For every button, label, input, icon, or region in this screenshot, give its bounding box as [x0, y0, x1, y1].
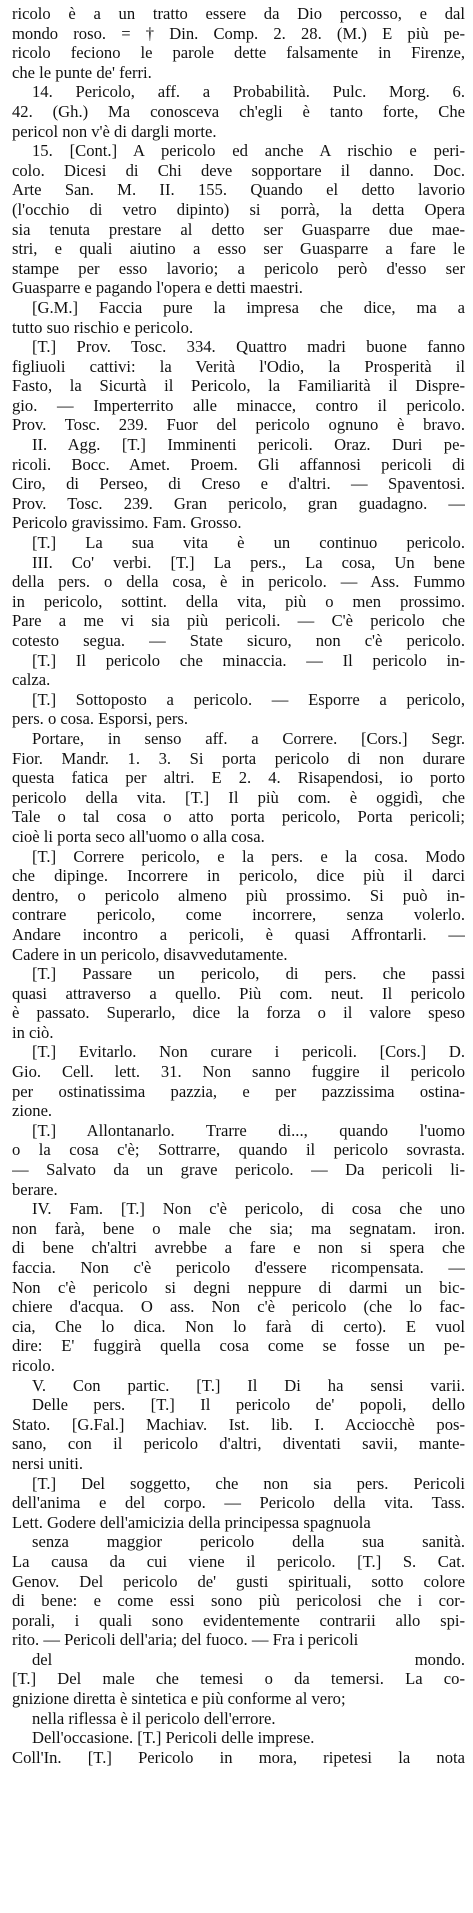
text-line: III. Co' verbi. [T.] La pers., La cosa, Un bene: [32, 552, 465, 572]
text-line: questa fatica per altri. E 2. 4. Risapendosi, io porto: [12, 768, 465, 788]
text-line: Stato. [G.Fal.] Machiav. Ist. lib. I. Acciocchè pos-: [12, 1414, 465, 1434]
text-line: II. Agg. [T.] Imminenti pericoli. Oraz. Duri pe-: [32, 435, 465, 455]
text-line: che le punte de' ferri.: [12, 62, 152, 82]
text-line: Gio. Cell. lett. 31. Non sanno fuggire il pericolo: [12, 1062, 465, 1082]
text-line: — Salvato da un grave pericolo. — Da pericoli li-: [12, 1160, 465, 1180]
text-line: dell'anima e del corpo. — Pericolo della vita. Tass.: [12, 1493, 465, 1513]
text-line: stri, e quali aiutino a esso ser Guasparre a fare le: [12, 239, 465, 259]
text-line: [T.] Del male che temesi o da temersi. La co-: [12, 1669, 465, 1689]
text-line: per ostinatissima pazzia, e per pazzissima ostina-: [12, 1081, 465, 1101]
text-line: di bene ch'altri avrebbe a fare e non si spera che: [12, 1238, 465, 1258]
text-line: Ciro, di Perseo, di Creso e d'altri. — Spaventosi.: [12, 474, 465, 494]
text-line: Andare incontro a pericoli, è quasi Affrontarli. —: [12, 924, 465, 944]
text-line: Arte San. M. II. 155. Quando el detto lavorio: [12, 180, 465, 200]
text-line: nella riflessa è il pericolo dell'errore.: [32, 1708, 276, 1728]
text-line: rito. — Pericoli dell'aria; del fuoco. — Fra i pericoli: [12, 1630, 359, 1650]
text-line: faccia. Non c'è pericolo d'essere ricompensata. —: [12, 1258, 465, 1277]
text-line: Dell'occasione. [T.] Pericoli delle imprese.: [32, 1728, 315, 1748]
text-line: [T.] Del soggetto, che non sia pers. Pericoli: [32, 1473, 465, 1493]
text-line: gio. — Imperterrito alle minacce, contro il pericolo.: [12, 395, 465, 415]
text-line: figliuoli cattivi: la Verità l'Odio, la Prosperità il: [12, 356, 465, 376]
text-line: mondo roso. = † Din. Comp. 2. 28. (M.) E più pe-: [12, 23, 465, 43]
text-line: della pers. o della cosa, è in pericolo. — Ass. Fummo: [12, 572, 465, 592]
text-line: cioè li porta seco all'uomo o alla cosa.: [12, 826, 265, 846]
text-line: Genov. Del pericolo de' gusti spirituali, sotto colore: [12, 1571, 465, 1591]
text-line: porali, i quali sono evidentemente contrarii allo spi-: [12, 1610, 465, 1630]
text-line: ricolo è a un tratto essere da Dio percosso, e dal: [12, 4, 465, 23]
text-line: zione.: [12, 1101, 53, 1121]
text-line: dire: E' fuggirà quella cosa come se fosse un pe-: [12, 1336, 465, 1356]
text-line: Prov. Tosc. 239. Gran pericolo, gran guadagno. —: [12, 493, 465, 513]
text-line: del mondo.: [32, 1649, 465, 1669]
text-line: Delle pers. [T.] Il pericolo de' popoli, dello: [32, 1395, 465, 1415]
text-line: sia tenuta prestare al detto ser Guasparre due mae-: [12, 219, 465, 239]
text-line: Pare a me vi sia più pericoli. — C'è pericolo che: [12, 611, 465, 631]
text-line: in ciò.: [12, 1022, 54, 1042]
text-line: cia, Che lo dica. Non lo farà di certo). E vuol: [12, 1316, 465, 1336]
text-line: [T.] Passare un pericolo, di pers. che passi: [32, 964, 465, 984]
text-line: è passato. Superarlo, dice la forza o il valore speso: [12, 1003, 465, 1023]
text-line: o la cosa c'è; Sottrarre, quando il pericolo sovrasta.: [12, 1140, 465, 1160]
text-line: [T.] Sottoposto a pericolo. — Esporre a pericolo,: [32, 689, 465, 709]
text-line: pers. o cosa. Esporsi, pers.: [12, 709, 189, 729]
text-line: pericolo della vita. [T.] Il più com. è oggidì, che: [12, 787, 465, 807]
text-line: ricolo feciono le parole dette falsamente in Firenze,: [12, 43, 465, 63]
text-line: stampe per esso lavorio; a pericolo però d'esso ser: [12, 258, 465, 278]
text-line: [T.] Il pericolo che minaccia. — Il pericolo in-: [32, 650, 465, 670]
text-line: calza.: [12, 670, 51, 690]
text-line: in pericolo, sottint. della vita, più o men prossimo.: [12, 591, 465, 611]
text-line: [T.] Evitarlo. Non curare i pericoli. [Cors.] D.: [32, 1042, 465, 1062]
text-line: tutto suo rischio e pericolo.: [12, 317, 194, 337]
text-line: gnizione diretta è sintetica e più conforme al vero;: [12, 1689, 346, 1709]
text-line: (l'occhio di vetro dipinto) si porrà, la detta Opera: [12, 199, 465, 219]
text-line: Cadere in un pericolo, disavvedutamente.: [12, 944, 288, 964]
text-line: quasi attraverso a quello. Più com. neut. Il pericolo: [12, 983, 465, 1003]
text-line: che dipinge. Incorrere in pericolo, dice più il darci: [12, 866, 465, 886]
text-line: [T.] La sua vita è un continuo pericolo.: [32, 533, 465, 553]
text-line: 42. (Gh.) Ma conosceva ch'egli è tanto forte, Che: [12, 101, 465, 121]
text-line: [T.] Allontanarlo. Trarre di..., quando l'uomo: [32, 1120, 465, 1140]
text-line: ricoli. Bocc. Amet. Proem. Gli affannosi pericoli di: [12, 454, 465, 474]
text-line: ricolo.: [12, 1355, 55, 1375]
text-line: pericol non v'è di dargli morte.: [12, 121, 217, 141]
text-line: [T.] Correre pericolo, e la pers. e la cosa. Modo: [32, 846, 465, 866]
text-line: IV. Fam. [T.] Non c'è pericolo, di cosa che uno: [32, 1199, 465, 1219]
text-line: nersi uniti.: [12, 1453, 83, 1473]
text-line: [T.] Prov. Tosc. 334. Quattro madri buone fanno: [32, 337, 465, 357]
text-line: 15. [Cont.] A pericolo ed anche A rischio e peri-: [32, 141, 465, 161]
text-line: 14. Pericolo, aff. a Probabilità. Pulc. Morg. 6.: [32, 82, 465, 102]
text-line: Lett. Godere dell'amicizia della principessa spagnuola: [12, 1512, 371, 1532]
text-line: contrare pericolo, come incorrere, senza volerlo.: [12, 905, 465, 925]
text-line: Tale o tal cosa o atto porta pericolo, Porta pericoli;: [12, 807, 465, 827]
text-line: Fasto, la Sicurtà il Pericolo, la Familiarità il Dispre-: [12, 376, 465, 396]
text-line: Non c'è pericolo si degni neppure di darmi un bic-: [12, 1277, 465, 1297]
text-line: Coll'In. [T.] Pericolo in mora, ripetesi la nota: [12, 1747, 465, 1767]
text-line: Fior. Mandr. 1. 3. Si porta pericolo di non durare: [12, 748, 465, 768]
text-line: [G.M.] Faccia pure la impresa che dice, ma a: [32, 297, 465, 317]
text-line: colo. Dicesi di Chi deve sopportare il danno. Doc.: [12, 160, 465, 180]
text-line: berare.: [12, 1179, 58, 1199]
text-line: Prov. Tosc. 239. Fuor del pericolo ognuno è bravo.: [12, 415, 465, 435]
text-line: V. Con partic. [T.] Il Di ha sensi varii.: [32, 1375, 465, 1395]
text-line: sano, con il pericolo d'altri, diventati savii, mante-: [12, 1434, 465, 1454]
text-line: non farà, bene o male che sia; ma segnatam. iron.: [12, 1218, 465, 1238]
text-line: La causa da cui viene il pericolo. [T.] S. Cat.: [12, 1551, 465, 1571]
text-line: dentro, o pericolo almeno più prossimo. Si può in-: [12, 885, 465, 905]
text-line: Guasparre e pagando l'opera e detti maestri.: [12, 278, 303, 298]
text-line: Portare, in senso aff. a Correre. [Cors.] Segr.: [32, 728, 465, 748]
text-line: chiere d'acqua. O ass. Non c'è pericolo (che lo fac-: [12, 1297, 465, 1317]
text-line: cotesto segua. — State sicuro, non c'è pericolo.: [12, 631, 465, 650]
text-line: Pericolo gravissimo. Fam. Grosso.: [12, 513, 242, 533]
text-line: di bene: e come essi sono più pericolosi che i cor-: [12, 1591, 465, 1611]
text-line: senza maggior pericolo della sua sanità.: [32, 1532, 465, 1552]
